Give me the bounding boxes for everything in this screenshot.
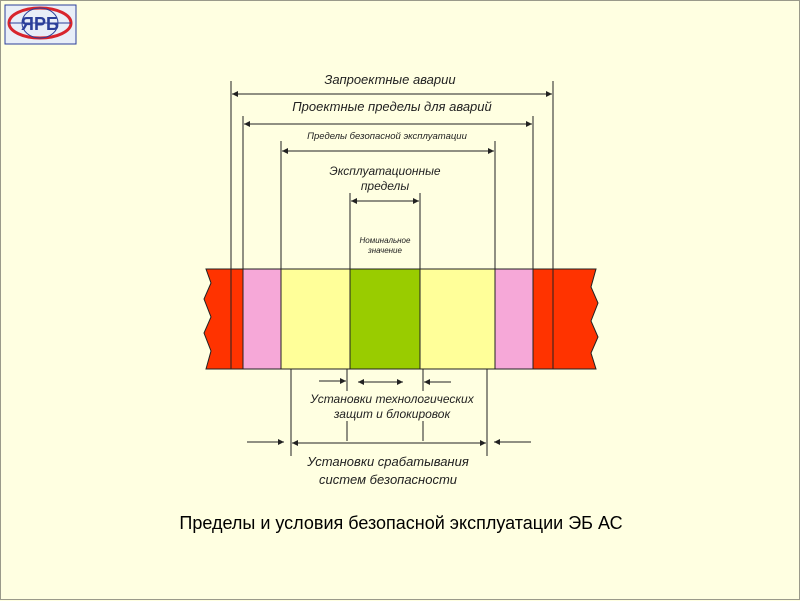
limits-band [204,269,598,369]
label-beyond-design: Запроектные аварии [324,72,456,87]
band-yellow-left [281,269,350,369]
band-red-left [204,269,243,369]
band-green-nominal [350,269,420,369]
band-red-right [533,269,598,369]
label-protection-2: защит и блокировок [333,407,451,421]
label-operational-2: пределы [360,179,410,193]
logo-text: ЯРБ [21,14,59,34]
label-safety-1: Установки срабатывания [307,454,469,469]
band-pink-right [495,269,533,369]
label-safety-2: систем безопасности [318,472,458,487]
label-nominal-2: значение [368,246,402,255]
band-pink-left [243,269,281,369]
logo [5,5,76,44]
label-design-limits: Проектные пределы для аварий [292,99,492,114]
label-protection-1: Установки технологических [310,392,474,406]
label-operational-1: Эксплуатационные [329,164,441,178]
label-nominal-1: Номинальное [359,236,411,245]
slide-caption: Пределы и условия безопасной эксплуатации ЭБ АС [179,513,623,533]
label-safe-operation: Пределы безопасной эксплуатации [307,131,467,142]
band-yellow-right [420,269,495,369]
diagram [1,1,800,601]
